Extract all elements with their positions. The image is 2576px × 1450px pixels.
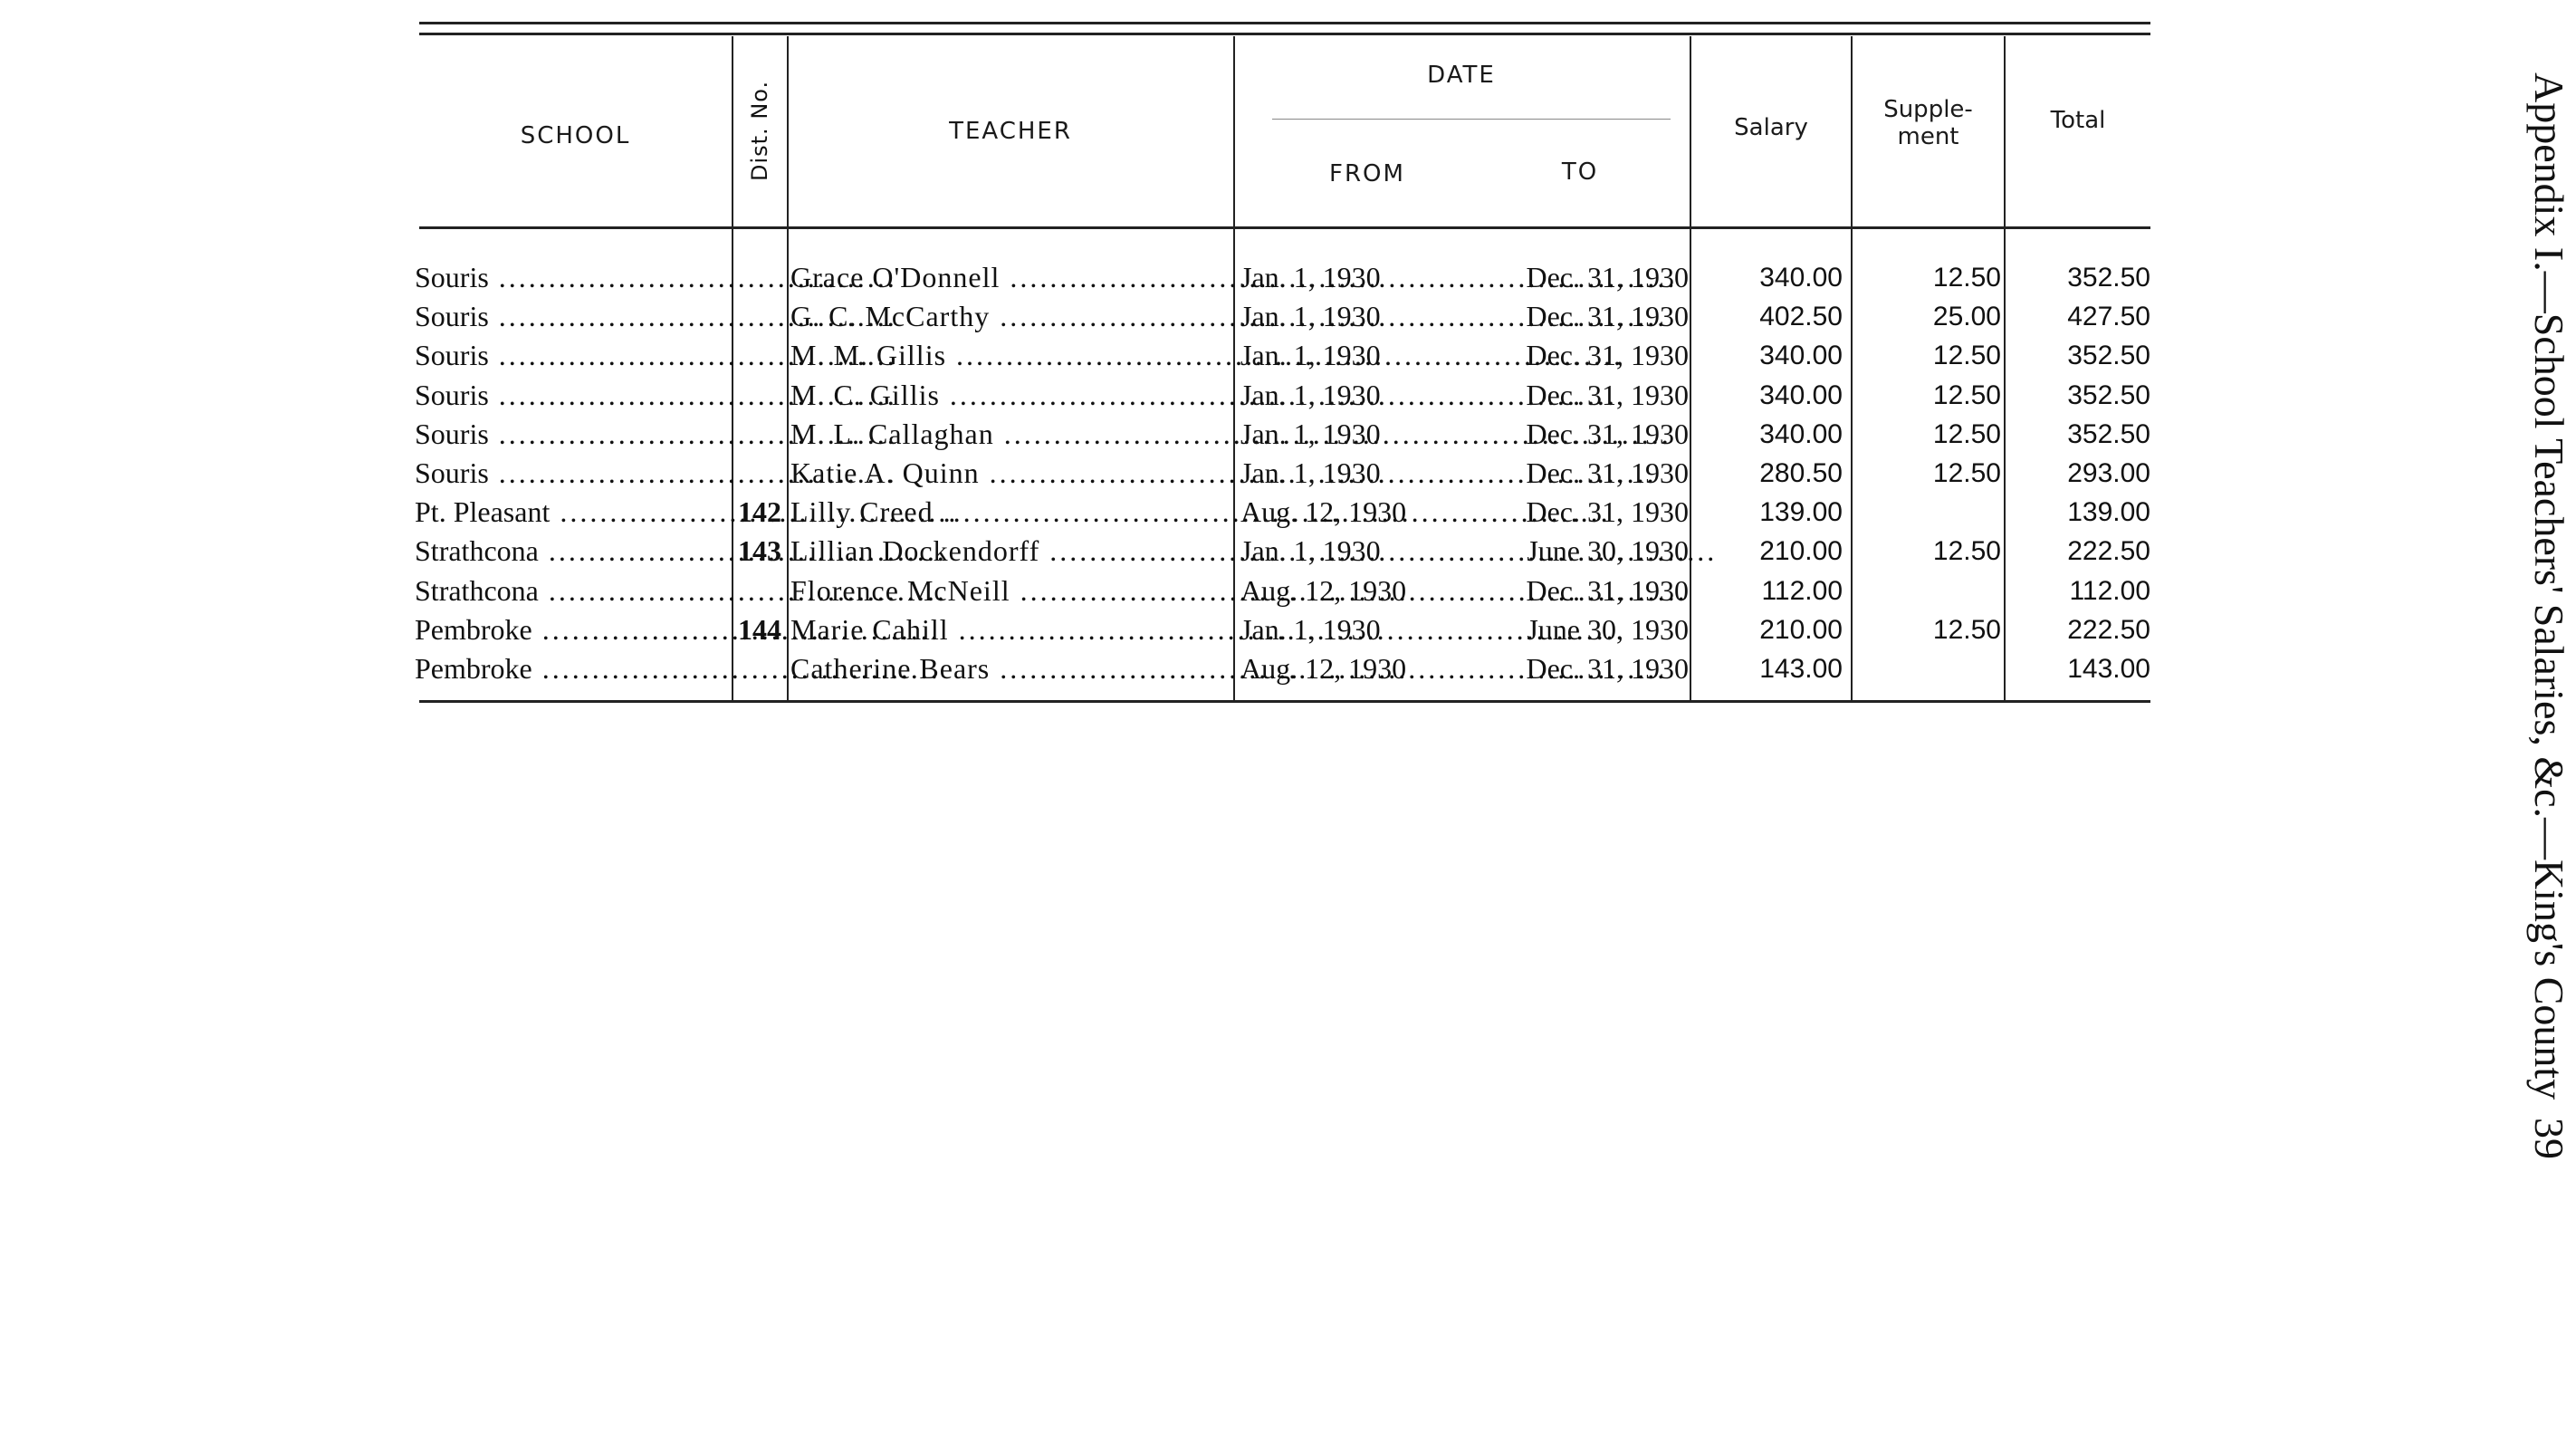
table-row — [0, 454, 2346, 493]
supplement-cell: 12.50 — [1932, 458, 2001, 488]
header-from: FROM — [1329, 160, 1405, 187]
dist-no-cell — [735, 376, 784, 415]
dist-no-cell: 142 — [738, 495, 781, 529]
teacher-cell: Lillian Dockendorff ..... — [790, 532, 1225, 571]
date-from-cell: Jan. 1, 1930 — [1240, 261, 1381, 293]
salary-cell: 210.00 — [1759, 536, 1843, 567]
date-from-cell: Jan. 1, 1930 — [1240, 612, 1381, 646]
total-cell: 352.50 — [2067, 379, 2150, 410]
date-to-cell: June 30, 1930 — [1527, 534, 1689, 568]
date-from-cell: Aug. 12, 1930 — [1240, 652, 1407, 685]
teacher-cell: G. C. McCarthy ..... — [790, 297, 1225, 336]
date-from-cell: Jan. 1, 1930 — [1240, 300, 1381, 333]
salary-cell: 340.00 — [1759, 418, 1843, 449]
teacher-cell: M. C. Gillis ..... — [790, 376, 1225, 415]
teacher-cell: Lilly Creed ..... — [790, 493, 1225, 532]
total-cell: 293.00 — [2067, 458, 2150, 488]
teacher-cell: M. L. Callaghan ..... — [790, 415, 1225, 454]
school-cell: Souris ..... — [415, 297, 727, 336]
supplement-cell: 12.50 — [1932, 536, 2001, 567]
table-row — [0, 415, 2346, 454]
school-cell: Strathcona ..... — [415, 571, 727, 610]
dist-no-cell: 143 — [738, 534, 781, 568]
table-row — [0, 649, 2346, 688]
bottom-rule — [419, 700, 2150, 703]
supplement-cell — [1865, 649, 2001, 688]
date-from-cell: Jan. 1, 1930 — [1240, 534, 1381, 568]
teacher-cell: M. M. Gillis ..... — [790, 336, 1225, 375]
date-to-cell: Dec. 31, 1930 — [1526, 495, 1689, 529]
dist-no-cell — [735, 336, 784, 375]
total-cell: 143.00 — [2067, 654, 2150, 684]
total-cell: 427.50 — [2067, 302, 2150, 332]
header-school: SCHOOL — [520, 122, 631, 149]
supplement-cell: 12.50 — [1932, 614, 2001, 645]
salary-cell: 340.00 — [1759, 379, 1843, 410]
header-to: TO — [1561, 158, 1599, 186]
school-cell: Souris ..... — [415, 336, 727, 375]
date-to-cell: Dec. 31, 1930 — [1526, 378, 1689, 411]
total-cell: 112.00 — [2069, 575, 2150, 606]
date-from-cell: Jan. 1, 1930 — [1240, 339, 1381, 372]
total-cell: 352.50 — [2067, 263, 2150, 293]
table-row — [0, 376, 2346, 415]
header-salary: Salary — [1734, 114, 1808, 141]
date-to-cell: Dec. 31, 1930 — [1526, 417, 1689, 450]
salary-cell: 112.00 — [1761, 575, 1843, 606]
table-row — [0, 297, 2346, 336]
table-row — [0, 258, 2346, 297]
salary-cell: 340.00 — [1759, 263, 1843, 293]
teacher-cell: Florence McNeill ..... — [790, 571, 1225, 610]
dist-no-cell: 144 — [738, 612, 781, 646]
header-supplement: Supple- ment — [1883, 96, 1973, 150]
date-from-cell: Jan. 1, 1930 — [1240, 456, 1381, 489]
salary-cell: 139.00 — [1759, 497, 1843, 528]
school-cell: Souris ..... — [415, 454, 727, 493]
date-to-cell: Dec. 31, 1930 — [1526, 339, 1689, 372]
school-cell: Pt. Pleasant ..... — [415, 493, 727, 532]
supplement-cell: 25.00 — [1932, 302, 2001, 332]
header-rule — [419, 226, 2150, 229]
school-cell: Strathcona ..... — [415, 532, 727, 571]
salary-cell: 280.50 — [1759, 458, 1843, 488]
date-from-cell: Aug. 12, 1930 — [1240, 573, 1407, 607]
salary-cell: 143.00 — [1759, 654, 1843, 684]
school-cell: Pembroke ..... — [415, 649, 727, 688]
total-cell: 352.50 — [2067, 418, 2150, 449]
supplement-cell: 12.50 — [1932, 379, 2001, 410]
date-to-cell: Dec. 31, 1930 — [1526, 456, 1689, 489]
total-cell: 139.00 — [2067, 497, 2150, 528]
date-from-cell: Aug. 12, 1930 — [1240, 495, 1407, 529]
dist-no-cell — [735, 415, 784, 454]
supplement-cell: 12.50 — [1932, 341, 2001, 371]
teacher-cell: Marie Cahill ..... — [790, 610, 1225, 649]
school-cell: Pembroke ..... — [415, 610, 727, 649]
header-dist-no: Dist. No. — [747, 80, 772, 181]
table-row — [0, 571, 2346, 610]
date-to-cell: Dec. 31, 1930 — [1526, 261, 1689, 293]
date-to-cell: Dec. 31, 1930 — [1526, 300, 1689, 333]
total-cell: 222.50 — [2067, 614, 2150, 645]
header-total: Total — [2050, 107, 2106, 134]
dist-no-cell — [735, 297, 784, 336]
supplement-cell: 12.50 — [1932, 263, 2001, 293]
table-row — [0, 336, 2346, 375]
dist-no-cell — [735, 571, 784, 610]
header-date: DATE — [1427, 62, 1496, 89]
date-to-cell: June 30, 1930 — [1527, 612, 1689, 646]
dist-no-cell — [735, 258, 784, 297]
school-cell: Souris ..... — [415, 376, 727, 415]
teacher-cell: Catherine Bears ..... — [790, 649, 1225, 688]
dist-no-cell — [735, 454, 784, 493]
page-number: 39 — [2526, 1118, 2572, 1159]
date-to-cell: Dec. 31, 1930 — [1526, 652, 1689, 685]
school-cell: Souris ..... — [415, 415, 727, 454]
date-to-cell: Dec. 31, 1930 — [1526, 573, 1689, 607]
table-row — [0, 493, 2346, 532]
salary-cell: 402.50 — [1759, 302, 1843, 332]
teacher-cell: Grace O'Donnell ..... — [790, 258, 1225, 297]
school-cell: Souris ..... — [415, 258, 727, 297]
teacher-cell: Katie A. Quinn ..... — [790, 454, 1225, 493]
dist-no-cell — [735, 649, 784, 688]
supplement-cell — [1865, 571, 2001, 610]
date-from-cell: Jan. 1, 1930 — [1240, 378, 1381, 411]
table-row — [0, 532, 2346, 571]
top-rule-inner — [419, 33, 2150, 35]
date-divider — [1272, 119, 1671, 120]
total-cell: 352.50 — [2067, 341, 2150, 371]
supplement-cell — [1865, 493, 2001, 532]
supplement-cell: 12.50 — [1932, 418, 2001, 449]
total-cell: 222.50 — [2067, 536, 2150, 567]
side-heading-title: Appendix I.—School Teachers' Salaries, &c.—King's County — [2526, 72, 2572, 1100]
side-heading — [2522, 72, 2576, 1159]
table-row — [0, 610, 2346, 649]
header-teacher: TEACHER — [949, 118, 1072, 145]
date-from-cell: Jan. 1, 1930 — [1240, 417, 1381, 450]
top-rule — [419, 22, 2150, 24]
salary-cell: 340.00 — [1759, 341, 1843, 371]
salary-cell: 210.00 — [1759, 614, 1843, 645]
